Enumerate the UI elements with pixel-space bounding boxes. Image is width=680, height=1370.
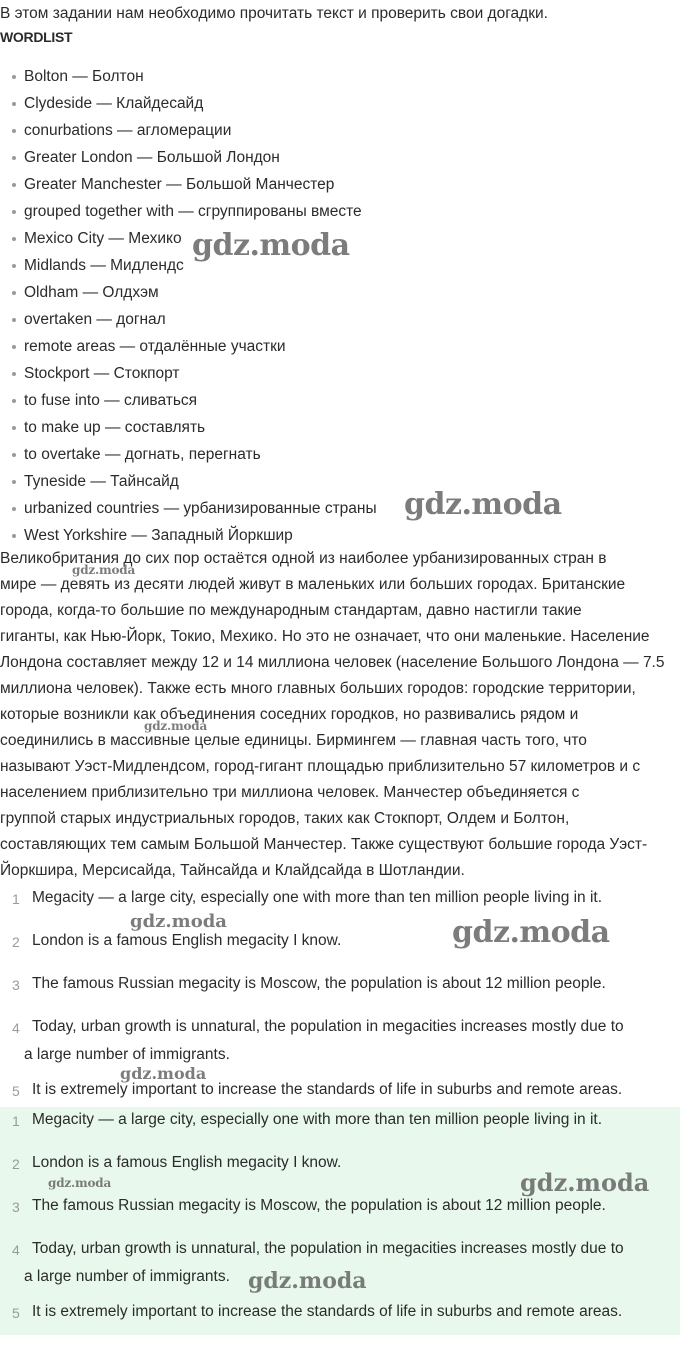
translation-line: группой старых индустриальных городов, таких как Стокпорт, Олдем и Болтон, xyxy=(0,810,570,827)
bullet-icon xyxy=(12,399,16,403)
watermark: gdz.moda xyxy=(72,563,136,577)
wordlist-item-text: Stockport — Стокпорт xyxy=(24,365,180,382)
translation-line: которые возникли как объединения соседних городков, но развивались рядом и xyxy=(0,706,579,723)
wordlist-item xyxy=(0,522,377,549)
answer-number: 2 xyxy=(12,934,20,950)
translation-line: Великобритания до сих пор остаётся одной из наиболее урбанизированных стран в xyxy=(0,550,607,567)
wordlist-item-text: to fuse into — сливаться xyxy=(24,392,198,409)
wordlist-item xyxy=(0,495,377,522)
bullet-icon xyxy=(12,534,16,538)
bullet-icon xyxy=(12,264,16,268)
wordlist-item xyxy=(0,414,377,441)
bullet-icon xyxy=(12,291,16,295)
wordlist-item-text: grouped together with — сгруппированы вместе xyxy=(24,203,362,220)
wordlist-item xyxy=(0,63,377,90)
translation-line: мире — девять из десяти людей живут в маленьких или больших городах. Британские xyxy=(0,576,626,593)
wordlist-title: WORDLIST xyxy=(0,29,73,45)
answer-item xyxy=(0,1197,680,1240)
answer-number: 3 xyxy=(12,1199,20,1215)
bullet-icon xyxy=(12,453,16,457)
answer-text: The famous Russian megacity is Moscow, the population is about 12 million people. xyxy=(32,1197,606,1214)
translation-line: миллиона человек). Также есть много главных больших городов: городские территории, xyxy=(0,680,636,697)
watermark: gdz.moda xyxy=(120,1064,207,1083)
wordlist-item xyxy=(0,90,377,117)
translation-paragraph xyxy=(0,546,680,884)
bullet-icon xyxy=(12,75,16,79)
bullet-icon xyxy=(12,156,16,160)
answer-number: 4 xyxy=(12,1020,20,1036)
wordlist-item xyxy=(0,468,377,495)
wordlist-item-text: Greater Manchester — Большой Манчестер xyxy=(24,176,335,193)
answer-text: The famous Russian megacity is Moscow, the population is about 12 million people. xyxy=(32,975,606,992)
wordlist-item-text: urbanized countries — урбанизированные страны xyxy=(24,500,377,517)
wordlist-item xyxy=(0,117,377,144)
answer-text: Megacity — a large city, especially one with more than ten million people living in it. xyxy=(32,889,603,906)
answers-list-highlighted xyxy=(0,1107,680,1335)
bullet-icon xyxy=(12,507,16,511)
intro-text: В этом задании нам необходимо прочитать текст и проверить свои догадки. xyxy=(0,5,548,22)
wordlist-item-text: conurbations — агломерации xyxy=(24,122,232,139)
wordlist-item xyxy=(0,387,377,414)
bullet-icon xyxy=(12,129,16,133)
answer-number: 4 xyxy=(12,1242,20,1258)
wordlist-item xyxy=(0,360,377,387)
bullet-icon xyxy=(12,345,16,349)
wordlist xyxy=(0,63,377,549)
wordlist-item-text: Greater London — Большой Лондон xyxy=(24,149,280,166)
watermark: gdz.moda xyxy=(452,915,610,950)
translation-line: составляющих тем самым Большой Манчестер. Также существуют большие города Уэст- xyxy=(0,836,648,853)
wordlist-item-text: Tyneside — Тайнсайд xyxy=(24,473,179,490)
watermark: gdz.moda xyxy=(130,911,227,932)
answer-text: London is a famous English megacity I know. xyxy=(32,1154,342,1171)
bullet-icon xyxy=(12,372,16,376)
translation-line: населением приблизительно три миллиона человек. Манчестер объединяется с xyxy=(0,784,580,801)
wordlist-item-text: remote areas — отдалённые участки xyxy=(24,338,286,355)
translation-line: Лондона составляет между 12 и 14 миллиона человек (население Большого Лондона — 7.5 xyxy=(0,654,665,671)
answer-number: 3 xyxy=(12,977,20,993)
answer-text-continued: a large number of immigrants. xyxy=(24,1046,230,1063)
answer-item xyxy=(0,1111,680,1154)
watermark: gdz.moda xyxy=(192,228,350,263)
wordlist-item-text: Clydeside — Клайдесайд xyxy=(24,95,204,112)
answer-number: 1 xyxy=(12,1113,20,1129)
wordlist-item-text: Oldham — Олдхэм xyxy=(24,284,159,301)
wordlist-item xyxy=(0,198,377,225)
wordlist-item xyxy=(0,144,377,171)
wordlist-item-text: to make up — составлять xyxy=(24,419,206,436)
bullet-icon xyxy=(12,210,16,214)
translation-line: гиганты, как Нью-Йорк, Токио, Мехико. Но это не означает, что они маленькие. Население xyxy=(0,628,650,645)
answer-text: London is a famous English megacity I know. xyxy=(32,932,342,949)
watermark: gdz.moda xyxy=(144,719,208,733)
answer-text: Today, urban growth is unnatural, the population in megacities increases mostly due to xyxy=(32,1240,624,1257)
wordlist-item-text: West Yorkshire — Западный Йоркшир xyxy=(24,527,293,544)
answer-item xyxy=(0,1303,680,1341)
answer-item xyxy=(0,1018,680,1081)
bullet-icon xyxy=(12,426,16,430)
answer-text: Today, urban growth is unnatural, the population in megacities increases mostly due to xyxy=(32,1018,624,1035)
answer-number: 5 xyxy=(12,1083,20,1099)
wordlist-item-text: overtaken — догнал xyxy=(24,311,166,328)
watermark: gdz.moda xyxy=(48,1176,112,1190)
wordlist-item-text: to overtake — догнать, перегнать xyxy=(24,446,261,463)
watermark: gdz.moda xyxy=(248,1268,367,1294)
answer-number: 2 xyxy=(12,1156,20,1172)
wordlist-item-text: Midlands — Мидлендс xyxy=(24,257,184,274)
translation-line: называют Уэст-Мидлендсом, город-гигант площадью приблизительно 57 километров и с xyxy=(0,758,641,775)
wordlist-item xyxy=(0,333,377,360)
answer-item xyxy=(0,975,680,1018)
wordlist-item xyxy=(0,279,377,306)
translation-line: Йоркшира, Мерсисайда, Тайнсайда и Клайдсайда в Шотландии. xyxy=(0,862,465,879)
bullet-icon xyxy=(12,318,16,322)
answer-number: 5 xyxy=(12,1305,20,1321)
wordlist-item-text: Bolton — Болтон xyxy=(24,68,144,85)
wordlist-item xyxy=(0,171,377,198)
bullet-icon xyxy=(12,480,16,484)
answer-text: It is extremely important to increase the standards of life in suburbs and remote areas. xyxy=(32,1081,623,1098)
answer-text: It is extremely important to increase the standards of life in suburbs and remote areas. xyxy=(32,1303,623,1320)
answer-number: 1 xyxy=(12,891,20,907)
watermark: gdz.moda xyxy=(520,1168,650,1197)
answer-text-continued: a large number of immigrants. xyxy=(24,1268,230,1285)
bullet-icon xyxy=(12,102,16,106)
translation-line: города, когда-то большие по международным стандартам, давно настигли такие xyxy=(0,602,582,619)
wordlist-item xyxy=(0,306,377,333)
watermark: gdz.moda xyxy=(404,487,562,522)
bullet-icon xyxy=(12,183,16,187)
answer-text: Megacity — a large city, especially one with more than ten million people living in it. xyxy=(32,1111,603,1128)
bullet-icon xyxy=(12,237,16,241)
translation-line: соединились в массивные целые единицы. Бирмингем — главная часть того, что xyxy=(0,732,587,749)
wordlist-item xyxy=(0,441,377,468)
wordlist-item-text: Mexico City — Мехико xyxy=(24,230,182,247)
